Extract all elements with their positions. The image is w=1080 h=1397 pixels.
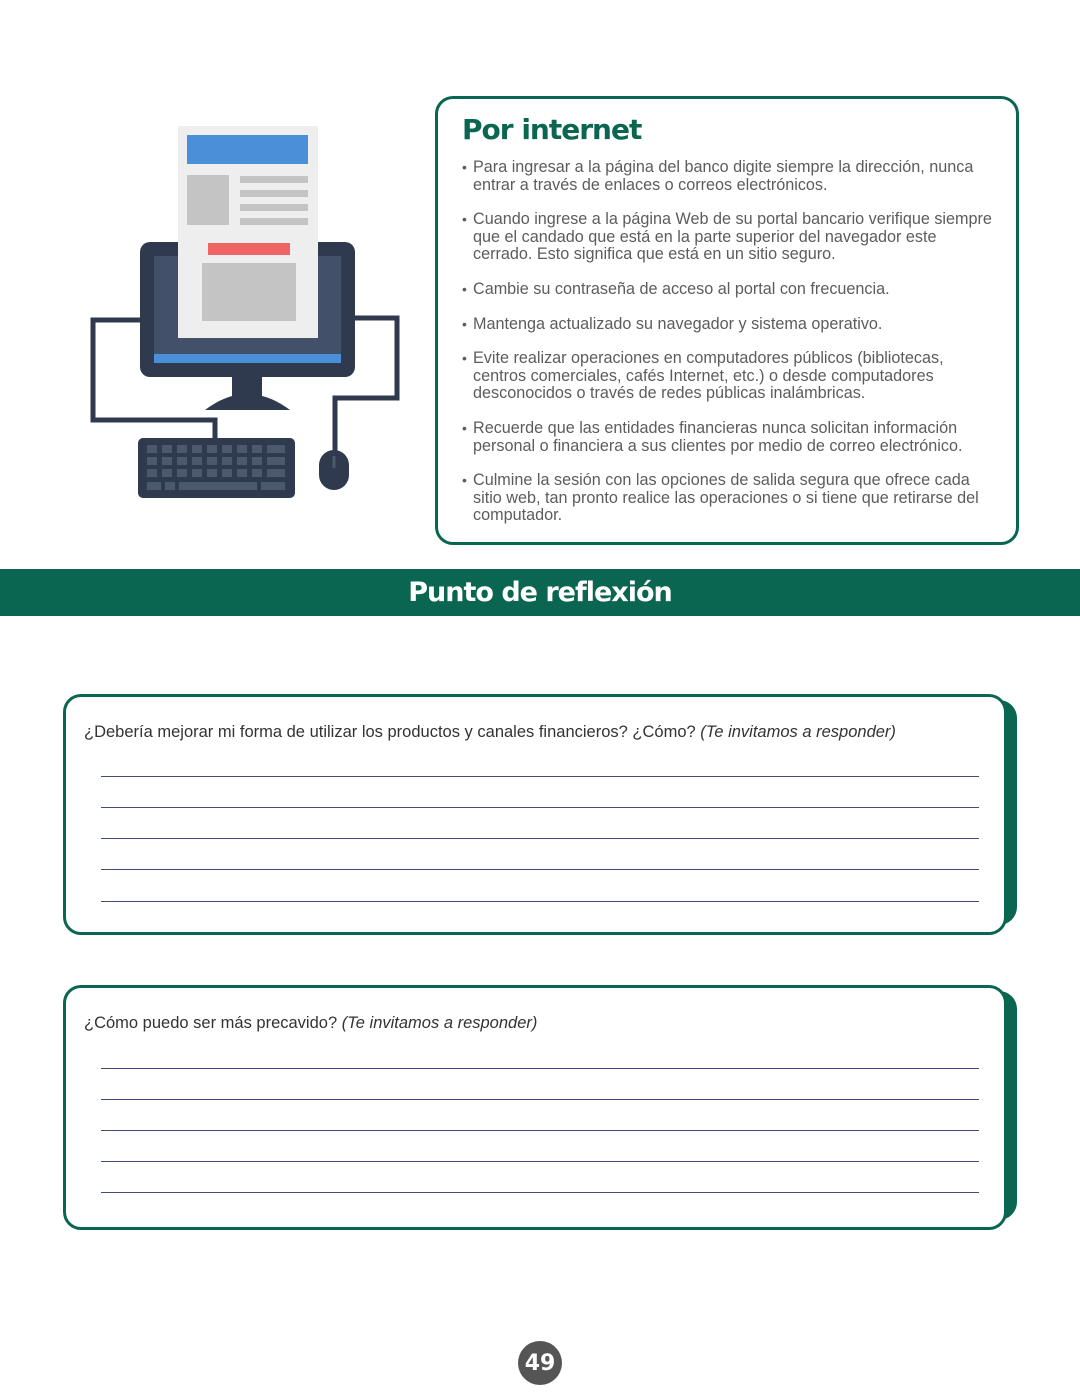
answer-line[interactable] bbox=[101, 838, 979, 839]
page-number: 49 bbox=[518, 1341, 562, 1385]
tip-item: • Mantenga actualizado su navegador y sistema operativo. bbox=[462, 316, 996, 334]
tip-item: • Para ingresar a la página del banco digite siempre la dirección, nunca entrar a través de enlaces o correos electrónicos. bbox=[462, 159, 996, 194]
answer-line[interactable] bbox=[101, 1099, 979, 1100]
tip-item: • Recuerde que las entidades financieras nunca solicitan información personal o financiera a sus clientes por medio de correo electrónico. bbox=[462, 420, 996, 455]
section-title: Punto de reflexión bbox=[408, 577, 672, 608]
tip-item: • Evite realizar operaciones en computadores públicos (bibliotecas, centros comerciales, cafés Internet, etc.) o desde computadores desconocidos o través de redes públicas inalámbricas. bbox=[462, 350, 996, 403]
question-text-1 bbox=[84, 723, 896, 742]
question-label: ¿Debería mejorar mi forma de utilizar los productos y canales financieros? ¿Cómo? bbox=[84, 723, 696, 741]
tip-item: • Cambie su contraseña de acceso al portal con frecuencia. bbox=[462, 281, 996, 299]
question-note: (Te invitamos a responder) bbox=[341, 1014, 538, 1032]
question-text-2 bbox=[84, 1014, 537, 1033]
question-card-2 bbox=[63, 985, 1017, 1230]
tip-item: • Cuando ingrese a la página Web de su portal bancario verifique siempre que el candado que está en la parte superior del navegador este cerrado. Esto significa que está en un sitio seguro. bbox=[462, 211, 996, 264]
question-note: (Te invitamos a responder) bbox=[700, 723, 896, 741]
answer-line[interactable] bbox=[101, 901, 979, 902]
internet-tips-box bbox=[435, 96, 1019, 545]
answer-line[interactable] bbox=[101, 1161, 979, 1162]
answer-line[interactable] bbox=[101, 869, 979, 870]
computer-illustration bbox=[85, 120, 405, 510]
section-banner bbox=[0, 569, 1080, 616]
question-label: ¿Cómo puedo ser más precavido? bbox=[84, 1014, 338, 1032]
answer-line[interactable] bbox=[101, 1192, 979, 1193]
answer-area-2[interactable] bbox=[63, 985, 1007, 1230]
answer-line[interactable] bbox=[101, 807, 979, 808]
answer-line[interactable] bbox=[101, 1068, 979, 1069]
question-card-1 bbox=[63, 694, 1017, 935]
answer-line[interactable] bbox=[101, 776, 979, 777]
answer-area-1[interactable] bbox=[63, 694, 1007, 935]
computer-icon bbox=[85, 120, 405, 510]
tip-item: • Culmine la sesión con las opciones de salida segura que ofrece cada sitio web, tan pronto realice las operaciones o si tiene que retirarse del computador. bbox=[462, 472, 996, 525]
answer-line[interactable] bbox=[101, 1130, 979, 1131]
tips-title: Por internet bbox=[462, 113, 642, 146]
tips-list bbox=[462, 159, 996, 525]
